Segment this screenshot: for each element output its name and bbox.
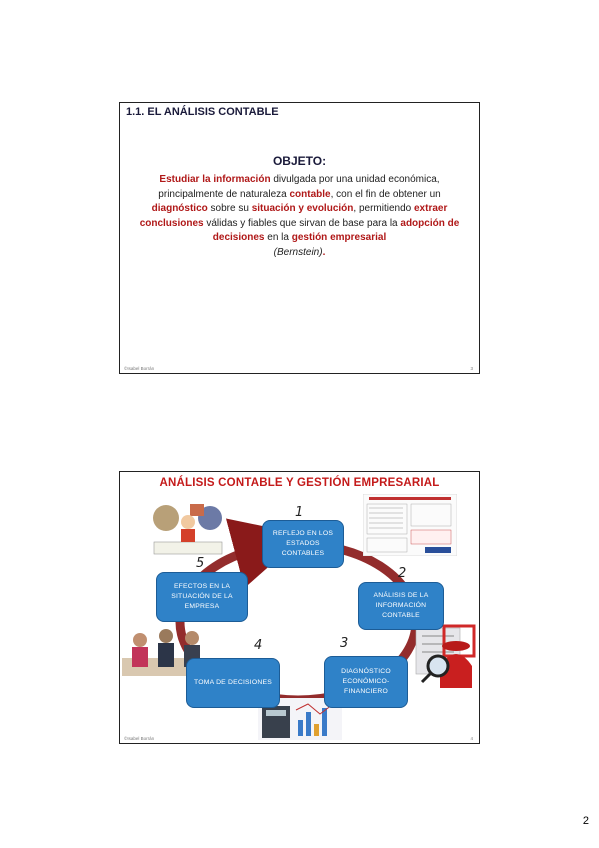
step-box-1: REFLEJO EN LOS ESTADOS CONTABLES xyxy=(262,520,344,568)
page-number: 2 xyxy=(582,815,589,827)
step-number-5: 5 xyxy=(196,556,205,571)
highlight-term: contable xyxy=(289,188,331,200)
highlight-term: diagnóstico xyxy=(151,203,208,215)
footer-author: ©Isabel Borrán xyxy=(124,736,155,741)
slide-number: 3 xyxy=(470,366,473,371)
step-number-3: 3 xyxy=(340,636,349,651)
body-text-run: , con el fin de obtener un xyxy=(330,188,441,200)
highlight-term: Estudiar la información xyxy=(159,174,271,185)
slide-title: 1.1. EL ANÁLISIS CONTABLE xyxy=(126,106,279,118)
detective-magnifier-image xyxy=(410,622,478,694)
body-text-run: sobre su xyxy=(207,203,252,215)
body-text-run: válidas y fiables que sirvan de base para la xyxy=(203,217,401,229)
step-number-1: 1 xyxy=(295,505,304,520)
step-number-2: 2 xyxy=(398,566,407,581)
end-mark: . xyxy=(322,246,326,258)
body-text-run: divulgada por una unidad económica, principalmente de naturaleza xyxy=(158,174,440,200)
slide-4 xyxy=(119,471,480,744)
financial-statements-image xyxy=(363,494,457,556)
slide-number: 4 xyxy=(470,736,473,741)
highlight-term: extraer conclusiones xyxy=(139,203,448,229)
objeto-heading: OBJETO: xyxy=(272,154,327,168)
body-text-run: en la xyxy=(264,232,292,244)
highlight-term: adopción de decisiones xyxy=(212,217,460,244)
step-box-2: ANÁLISIS DE LA INFORMACIÓN CONTABLE xyxy=(358,582,444,630)
step-box-5: EFECTOS EN LA SITUACIÓN DE LA EMPRESA xyxy=(156,572,248,622)
slide-3 xyxy=(119,102,480,374)
definition-text xyxy=(132,173,467,261)
slide-title: ANÁLISIS CONTABLE Y GESTIÓN EMPRESARIAL xyxy=(159,477,440,489)
step-number-4: 4 xyxy=(254,638,263,653)
citation: (Bernstein) xyxy=(273,246,323,258)
body-text-run: , permitiendo xyxy=(353,203,414,215)
step-box-4: TOMA DE DECISIONES xyxy=(186,658,280,708)
reader-books-illustration xyxy=(150,498,228,560)
highlight-term: gestión empresarial xyxy=(291,232,387,244)
highlight-term: situación y evolución xyxy=(251,203,354,215)
step-box-3: DIAGNÓSTICO ECONÓMICO-FINANCIERO xyxy=(324,656,408,708)
footer-author: ©Isabel Borrán xyxy=(124,366,155,371)
